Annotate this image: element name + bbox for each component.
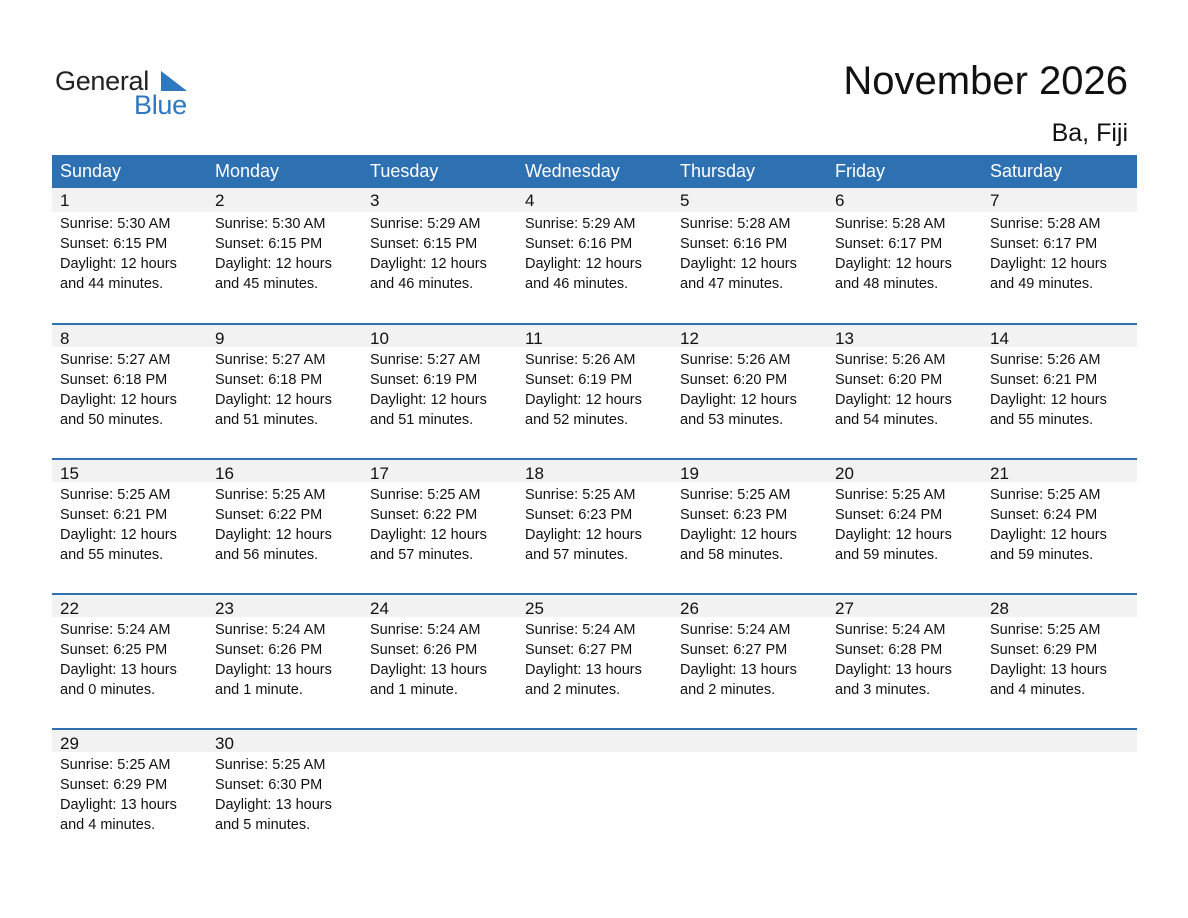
daylight-minutes-text: and 2 minutes.	[525, 682, 621, 698]
daylight-text: Daylight: 12 hours	[215, 527, 332, 543]
sunrise-text: Sunrise: 5:25 AM	[370, 487, 481, 503]
sunrise-text: Sunrise: 5:29 AM	[370, 216, 481, 232]
day-cell	[362, 323, 517, 430]
sunset-text: Sunset: 6:23 PM	[525, 507, 633, 523]
daylight-minutes-text: and 0 minutes.	[60, 682, 156, 698]
sunset-text: Sunset: 6:21 PM	[990, 372, 1098, 388]
sunset-text: Sunset: 6:27 PM	[525, 642, 633, 658]
sunrise-text: Sunrise: 5:24 AM	[215, 622, 326, 638]
daylight-text: Daylight: 12 hours	[60, 392, 177, 408]
daylight-text: Daylight: 12 hours	[215, 392, 332, 408]
sunset-text: Sunset: 6:24 PM	[990, 507, 1098, 523]
sunset-text: Sunset: 6:17 PM	[835, 236, 943, 252]
weekday-sunday: Sunday	[60, 161, 122, 181]
day-number: 1	[60, 191, 70, 210]
sunrise-text: Sunrise: 5:28 AM	[680, 216, 791, 232]
day-number: 9	[215, 329, 225, 348]
daylight-minutes-text: and 57 minutes.	[370, 547, 474, 563]
week-row	[52, 458, 1137, 593]
sunrise-text: Sunrise: 5:27 AM	[60, 352, 171, 368]
day-cell	[207, 323, 362, 430]
sunset-text: Sunset: 6:22 PM	[215, 507, 323, 523]
day-cell	[982, 323, 1137, 430]
day-number: 2	[215, 191, 225, 210]
sunset-text: Sunset: 6:20 PM	[835, 372, 943, 388]
day-cell	[52, 323, 207, 430]
week-row	[52, 593, 1137, 728]
sunset-text: Sunset: 6:15 PM	[370, 236, 478, 252]
day-number: 6	[835, 191, 845, 210]
daylight-text: Daylight: 12 hours	[525, 256, 642, 272]
day-number: 8	[60, 329, 70, 348]
sunset-text: Sunset: 6:25 PM	[60, 642, 168, 658]
week-row	[52, 728, 1137, 863]
sunrise-text: Sunrise: 5:25 AM	[60, 757, 171, 773]
day-number: 18	[525, 464, 544, 483]
sunrise-text: Sunrise: 5:26 AM	[680, 352, 791, 368]
daylight-minutes-text: and 52 minutes.	[525, 412, 629, 428]
sunrise-text: Sunrise: 5:27 AM	[215, 352, 326, 368]
day-number: 16	[215, 464, 234, 483]
sunset-text: Sunset: 6:26 PM	[215, 642, 323, 658]
sunset-text: Sunset: 6:19 PM	[525, 372, 633, 388]
daylight-text: Daylight: 13 hours	[370, 662, 487, 678]
day-cell	[207, 188, 362, 294]
day-cell	[672, 323, 827, 430]
week-days	[52, 188, 1137, 294]
sunset-text: Sunset: 6:24 PM	[835, 507, 943, 523]
sunrise-text: Sunrise: 5:26 AM	[990, 352, 1101, 368]
day-number: 29	[60, 734, 79, 753]
daylight-minutes-text: and 2 minutes.	[680, 682, 776, 698]
sunrise-text: Sunrise: 5:26 AM	[525, 352, 636, 368]
day-cell	[362, 458, 517, 565]
daylight-text: Daylight: 13 hours	[525, 662, 642, 678]
sunset-text: Sunset: 6:26 PM	[370, 642, 478, 658]
day-number: 4	[525, 191, 535, 210]
daylight-text: Daylight: 12 hours	[680, 256, 797, 272]
day-cell	[517, 188, 672, 294]
daylight-minutes-text: and 59 minutes.	[835, 547, 939, 563]
day-number: 19	[680, 464, 699, 483]
daylight-minutes-text: and 4 minutes.	[990, 682, 1086, 698]
day-cell	[52, 728, 207, 835]
sunrise-text: Sunrise: 5:28 AM	[990, 216, 1101, 232]
daylight-minutes-text: and 45 minutes.	[215, 276, 319, 292]
sunset-text: Sunset: 6:22 PM	[370, 507, 478, 523]
week-days	[52, 323, 1137, 430]
sunrise-text: Sunrise: 5:24 AM	[835, 622, 946, 638]
day-number: 14	[990, 329, 1009, 348]
day-cell	[52, 188, 207, 294]
day-number: 15	[60, 464, 79, 483]
day-cell	[517, 593, 672, 700]
daylight-minutes-text: and 48 minutes.	[835, 276, 939, 292]
sunset-text: Sunset: 6:20 PM	[680, 372, 788, 388]
day-number: 24	[370, 599, 389, 618]
daylight-text: Daylight: 12 hours	[835, 527, 952, 543]
daylight-minutes-text: and 1 minute.	[370, 682, 458, 698]
day-cell	[827, 188, 982, 294]
calendar	[52, 155, 1137, 863]
sunset-text: Sunset: 6:16 PM	[525, 236, 633, 252]
daylight-text: Daylight: 13 hours	[835, 662, 952, 678]
daylight-text: Daylight: 13 hours	[215, 797, 332, 813]
daylight-minutes-text: and 46 minutes.	[525, 276, 629, 292]
week-days	[52, 458, 1137, 565]
sunset-text: Sunset: 6:17 PM	[990, 236, 1098, 252]
weekday-friday: Friday	[835, 161, 886, 181]
day-cell	[982, 593, 1137, 700]
sunrise-text: Sunrise: 5:25 AM	[215, 757, 326, 773]
daylight-text: Daylight: 12 hours	[60, 527, 177, 543]
daylight-text: Daylight: 12 hours	[680, 527, 797, 543]
daylight-minutes-text: and 56 minutes.	[215, 547, 319, 563]
weekday-tuesday: Tuesday	[370, 161, 439, 181]
day-number: 5	[680, 191, 690, 210]
day-cell	[982, 188, 1137, 294]
day-number: 12	[680, 329, 699, 348]
sunset-text: Sunset: 6:19 PM	[370, 372, 478, 388]
generalblue-logo	[55, 66, 205, 118]
daylight-minutes-text: and 5 minutes.	[215, 817, 311, 833]
day-number: 13	[835, 329, 854, 348]
sunrise-text: Sunrise: 5:28 AM	[835, 216, 946, 232]
day-number: 22	[60, 599, 79, 618]
daylight-text: Daylight: 12 hours	[370, 392, 487, 408]
sunrise-text: Sunrise: 5:24 AM	[60, 622, 171, 638]
sunset-text: Sunset: 6:18 PM	[60, 372, 168, 388]
sunrise-text: Sunrise: 5:30 AM	[60, 216, 171, 232]
daylight-text: Daylight: 12 hours	[525, 392, 642, 408]
daylight-text: Daylight: 13 hours	[680, 662, 797, 678]
logo-text-general: General	[55, 66, 149, 96]
day-number: 27	[835, 599, 854, 618]
weekday-wednesday: Wednesday	[525, 161, 620, 181]
sunrise-text: Sunrise: 5:24 AM	[370, 622, 481, 638]
sunset-text: Sunset: 6:18 PM	[215, 372, 323, 388]
sunset-text: Sunset: 6:29 PM	[990, 642, 1098, 658]
logo-triangle-icon	[159, 70, 189, 92]
week-row	[52, 323, 1137, 458]
day-cell	[672, 593, 827, 700]
sunrise-text: Sunrise: 5:24 AM	[525, 622, 636, 638]
sunrise-text: Sunrise: 5:25 AM	[990, 487, 1101, 503]
day-cell	[672, 188, 827, 294]
day-cell	[517, 458, 672, 565]
sunset-text: Sunset: 6:23 PM	[680, 507, 788, 523]
daylight-minutes-text: and 47 minutes.	[680, 276, 784, 292]
sunset-text: Sunset: 6:15 PM	[215, 236, 323, 252]
daylight-text: Daylight: 13 hours	[990, 662, 1107, 678]
logo-text-blue: Blue	[134, 90, 187, 120]
week-row	[52, 188, 1137, 323]
sunrise-text: Sunrise: 5:25 AM	[60, 487, 171, 503]
daylight-text: Daylight: 12 hours	[60, 256, 177, 272]
sunset-text: Sunset: 6:27 PM	[680, 642, 788, 658]
calendar-weeks	[52, 188, 1137, 863]
sunset-text: Sunset: 6:28 PM	[835, 642, 943, 658]
day-number: 21	[990, 464, 1009, 483]
daylight-minutes-text: and 51 minutes.	[370, 412, 474, 428]
weekday-saturday: Saturday	[990, 161, 1063, 181]
daylight-minutes-text: and 3 minutes.	[835, 682, 931, 698]
weekday-monday: Monday	[215, 161, 280, 181]
day-cell	[517, 323, 672, 430]
weekday-thursday: Thursday	[680, 161, 756, 181]
daylight-minutes-text: and 49 minutes.	[990, 276, 1094, 292]
daylight-text: Daylight: 12 hours	[990, 527, 1107, 543]
day-cell	[207, 593, 362, 700]
sunset-text: Sunset: 6:29 PM	[60, 777, 168, 793]
sunrise-text: Sunrise: 5:29 AM	[525, 216, 636, 232]
daylight-minutes-text: and 59 minutes.	[990, 547, 1094, 563]
daylight-minutes-text: and 51 minutes.	[215, 412, 319, 428]
day-cell	[52, 458, 207, 565]
day-cell	[827, 458, 982, 565]
sunset-text: Sunset: 6:16 PM	[680, 236, 788, 252]
daylight-text: Daylight: 12 hours	[525, 527, 642, 543]
daylight-text: Daylight: 13 hours	[215, 662, 332, 678]
sunset-text: Sunset: 6:15 PM	[60, 236, 168, 252]
day-number: 11	[525, 329, 543, 348]
day-number: 3	[370, 191, 380, 210]
week-days	[52, 728, 1137, 835]
day-number: 10	[370, 329, 389, 348]
sunrise-text: Sunrise: 5:24 AM	[680, 622, 791, 638]
sunrise-text: Sunrise: 5:25 AM	[990, 622, 1101, 638]
day-cell	[827, 593, 982, 700]
sunrise-text: Sunrise: 5:27 AM	[370, 352, 481, 368]
sunrise-text: Sunrise: 5:30 AM	[215, 216, 326, 232]
daylight-text: Daylight: 12 hours	[990, 392, 1107, 408]
week-days	[52, 593, 1137, 700]
daylight-text: Daylight: 12 hours	[835, 256, 952, 272]
day-cell	[362, 188, 517, 294]
location-label: Ba, Fiji	[1051, 119, 1128, 147]
day-number: 30	[215, 734, 234, 753]
sunset-text: Sunset: 6:30 PM	[215, 777, 323, 793]
daylight-minutes-text: and 55 minutes.	[60, 547, 164, 563]
day-cell	[207, 728, 362, 835]
daylight-minutes-text: and 55 minutes.	[990, 412, 1094, 428]
daylight-text: Daylight: 13 hours	[60, 662, 177, 678]
daylight-minutes-text: and 58 minutes.	[680, 547, 784, 563]
daylight-minutes-text: and 44 minutes.	[60, 276, 164, 292]
day-cell	[207, 458, 362, 565]
daylight-minutes-text: and 54 minutes.	[835, 412, 939, 428]
sunset-text: Sunset: 6:21 PM	[60, 507, 168, 523]
day-number: 20	[835, 464, 854, 483]
day-cell	[362, 593, 517, 700]
day-number: 25	[525, 599, 544, 618]
daylight-text: Daylight: 12 hours	[680, 392, 797, 408]
sunrise-text: Sunrise: 5:25 AM	[215, 487, 326, 503]
day-number: 7	[990, 191, 1000, 210]
daylight-text: Daylight: 12 hours	[990, 256, 1107, 272]
daylight-text: Daylight: 12 hours	[215, 256, 332, 272]
daylight-minutes-text: and 4 minutes.	[60, 817, 156, 833]
page-title: November 2026	[843, 59, 1128, 103]
daylight-minutes-text: and 57 minutes.	[525, 547, 629, 563]
weekday-header	[52, 155, 1137, 188]
daylight-minutes-text: and 1 minute.	[215, 682, 303, 698]
daylight-text: Daylight: 12 hours	[370, 256, 487, 272]
day-number: 28	[990, 599, 1009, 618]
day-number: 17	[370, 464, 389, 483]
day-cell	[52, 593, 207, 700]
daylight-text: Daylight: 12 hours	[370, 527, 487, 543]
sunrise-text: Sunrise: 5:25 AM	[680, 487, 791, 503]
daylight-text: Daylight: 13 hours	[60, 797, 177, 813]
daylight-minutes-text: and 46 minutes.	[370, 276, 474, 292]
daylight-text: Daylight: 12 hours	[835, 392, 952, 408]
sunrise-text: Sunrise: 5:26 AM	[835, 352, 946, 368]
day-number: 26	[680, 599, 699, 618]
day-cell	[672, 458, 827, 565]
day-number: 23	[215, 599, 234, 618]
daylight-minutes-text: and 50 minutes.	[60, 412, 164, 428]
sunrise-text: Sunrise: 5:25 AM	[525, 487, 636, 503]
daylight-minutes-text: and 53 minutes.	[680, 412, 784, 428]
day-cell	[827, 323, 982, 430]
day-cell	[982, 458, 1137, 565]
sunrise-text: Sunrise: 5:25 AM	[835, 487, 946, 503]
